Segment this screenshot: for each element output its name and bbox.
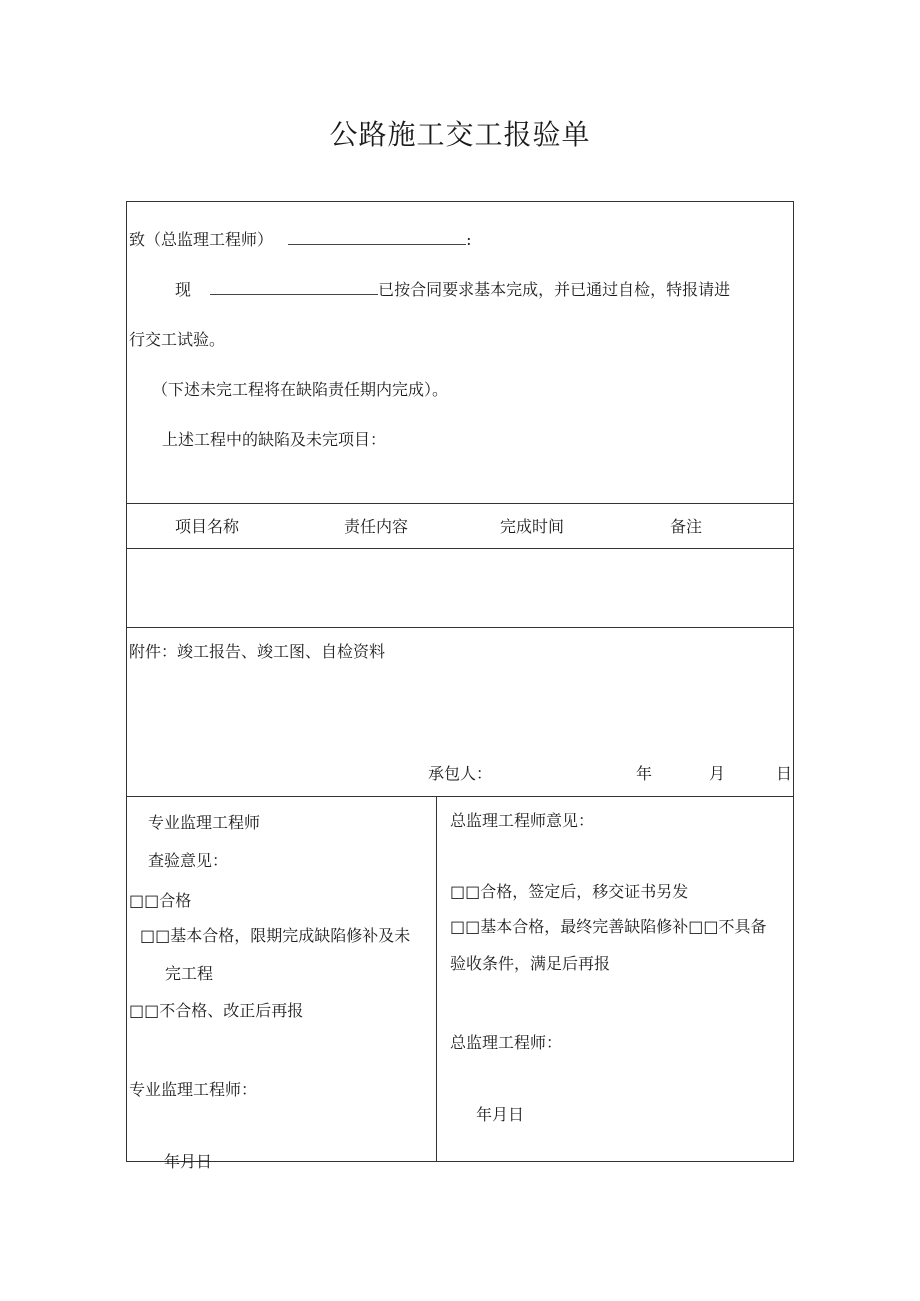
defects-title: 上述工程中的缺陷及未完项目： [162, 430, 387, 449]
right-option-basically-qualified-cont: 验收条件，满足后再报 [450, 954, 611, 973]
unfinished-note: （下述未完工程将在缺陷责任期内完成）。 [152, 380, 449, 399]
statement-text: 已按合同要求基本完成，并已通过自检，特报请进 [378, 280, 731, 299]
header-responsibility: 责任内容 [344, 517, 409, 536]
contractor-label: 承包人： [428, 764, 493, 783]
left-option-unqualified[interactable]: □□不合格、改正后再报 [129, 1001, 304, 1020]
right-option-qualified[interactable]: □□合格，签定后，移交证书另发 [450, 882, 689, 901]
chief-date: 年月日 [476, 1105, 525, 1124]
header-completion-time: 完成时间 [500, 517, 565, 536]
right-option-basically-qualified[interactable]: □□基本合格，最终完善缺陷修补□□不具备 [450, 917, 767, 936]
addressee-blank[interactable] [288, 230, 466, 245]
table-top-border [126, 201, 794, 202]
date-month: 月 [709, 764, 726, 783]
page-title: 公路施工交工报验单 [329, 118, 591, 151]
table-divider-rows [126, 548, 794, 549]
specialist-title: 专业监理工程师 [148, 813, 261, 832]
left-option-qualified[interactable]: □□合格 [129, 891, 192, 910]
left-date-clip [160, 1140, 280, 1171]
table-divider-header [126, 503, 794, 504]
project-blank[interactable] [210, 280, 378, 295]
specialist-signature-label: 专业监理工程师： [129, 1080, 258, 1099]
chief-signature-label: 总监理工程师： [450, 1033, 563, 1052]
header-item-name: 项目名称 [175, 517, 240, 536]
opinion-column-divider [436, 796, 437, 1162]
attachment-text: 附件：竣工报告、竣工图、自检资料 [129, 642, 386, 661]
header-remarks: 备注 [670, 517, 703, 536]
addressee-label: 致（总监理工程师） [129, 230, 274, 249]
statement-line [175, 280, 730, 300]
left-option-basically-qualified-cont: 完工程 [165, 964, 214, 983]
chief-opinion-title: 总监理工程师意见： [450, 811, 595, 830]
table-right-border [793, 201, 794, 1162]
statement-line-2: 行交工试验。 [129, 330, 226, 349]
addressee-line [129, 230, 472, 250]
specialist-date: 年月日 [164, 1152, 213, 1171]
inspection-opinion-label: 查验意见： [148, 851, 229, 870]
addressee-suffix: : [466, 230, 472, 249]
table-divider-attachment [126, 627, 794, 628]
table-bottom-border [126, 1161, 794, 1162]
date-year: 年 [636, 764, 653, 783]
date-day: 日 [776, 764, 793, 783]
table-left-border [126, 201, 127, 1162]
table-divider-opinions [126, 796, 794, 797]
now-label: 现 [175, 280, 192, 299]
left-option-basically-qualified[interactable]: □□基本合格，限期完成缺陷修补及未 [140, 926, 411, 945]
